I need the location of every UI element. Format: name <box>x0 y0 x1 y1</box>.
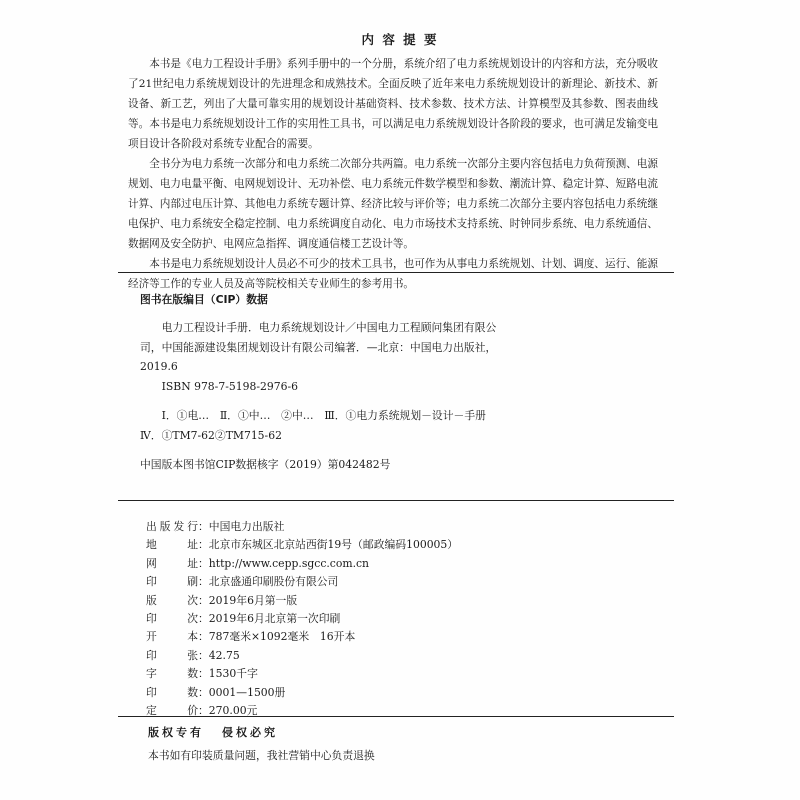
pub-value: http://www.cepp.sgcc.com.cn <box>208 556 370 570</box>
cip-entry: 电力工程设计手册．电力系统规划设计／中国电力工程顾问集团有限公司，中国能源建设集团规划设计有限公司编著．—北京：中国电力出版社，2019.6 <box>140 321 497 373</box>
pub-row-website: 网址 ： http://www.cepp.sgcc.com.cn <box>146 555 458 573</box>
pub-label: 出版发行 <box>146 520 198 533</box>
pub-label: 版次 <box>146 593 198 607</box>
abstract-body <box>128 54 658 294</box>
pub-label: 印刷 <box>146 575 198 589</box>
pub-label: 定价 <box>146 704 198 718</box>
pub-row-printrun: 印数 ： 0001—1500册 <box>146 684 458 702</box>
pub-value: 北京盛通印刷股份有限公司 <box>208 575 339 589</box>
pub-value: 中国电力出版社 <box>208 520 285 533</box>
pub-value: 0001—1500册 <box>208 685 286 699</box>
return-policy-note: 本书如有印装质量问题，我社营销中心负责退换 <box>148 749 375 762</box>
abstract-title: 内 容 提 要 <box>361 32 439 47</box>
publication-info <box>146 518 458 720</box>
pub-row-edition: 版次 ： 2019年6月第一版 <box>146 592 458 610</box>
copyright-heading <box>148 724 296 740</box>
pub-row-impression: 印次 ： 2019年6月北京第一次印刷 <box>146 610 458 628</box>
abstract-paragraph: 全书分为电力系统一次部分和电力系统二次部分共两篇。电力系统一次部分主要内容包括电力负荷预测、电源规划、电力电量平衡、电网规划设计、无功补偿、电力系统元件数学模型和参数、潮流计算、稳定计算、短路电流计算、内部过电压计算、其他电力系统专题计算、经济比较与评价等；电力系统二次部分主要内容包括电力系统继电保护、电力系统安全稳定控制、电力系统调度自动化、电力市场技术支持系统、时钟同步系统、电力系统通信、数据网及安全防护、电网应急指挥、调度通信楼工艺设计等。 <box>128 158 658 250</box>
cip-block <box>140 318 500 475</box>
pub-label: 印数 <box>146 685 198 699</box>
divider-top <box>118 272 674 273</box>
pub-row-publisher: 出版发行 ： 中国电力出版社 <box>146 518 458 536</box>
pub-row-price: 定价 ： 270.00元 <box>146 702 458 720</box>
pub-value: 42.75 <box>208 648 240 662</box>
cip-heading: 图书在版编目（CIP）数据 <box>140 293 268 306</box>
pub-value: 1530千字 <box>208 667 258 681</box>
pub-row-address: 地址 ： 北京市东城区北京站西街19号（邮政编码100005） <box>146 536 458 554</box>
pub-label: 印张 <box>146 648 198 662</box>
abstract-paragraph: 本书是《电力工程设计手册》系列手册中的一个分册，系统介绍了电力系统规划设计的内容和方法，充分吸收了21世纪电力系统规划设计的先进理念和成熟技术。全面反映了近年来电力系统规划设计的新理论、新技术、新设备、新工艺，列出了大量可靠实用的规划设计基础资料、技术参数、技术方法、计算模型及其参数、图表曲线等。本书是电力系统规划设计工作的实用性工具书，可以满足电力系统规划设计各阶段的要求，也可满足发输变电项目设计各阶段对系统专业配合的需要。 <box>128 58 658 150</box>
abstract-paragraph: 本书是电力系统规划设计人员必不可少的技术工具书，也可作为从事电力系统规划、计划、调度、运行、能源经济等工作的专业人员及高等院校相关专业师生的参考用书。 <box>128 258 658 290</box>
infringement-notice: 侵权必究 <box>222 726 278 739</box>
pub-value: 2019年6月北京第一次印刷 <box>208 612 341 626</box>
pub-row-sheets: 印张 ： 42.75 <box>146 647 458 665</box>
copyright-reserved: 版权专有 <box>148 726 204 739</box>
divider-bottom <box>118 716 674 717</box>
pub-value: 北京市东城区北京站西街19号（邮政编码100005） <box>208 538 459 552</box>
pub-label: 印次 <box>146 612 198 626</box>
pub-label: 地址 <box>146 538 198 552</box>
pub-row-wordcount: 字数 ： 1530千字 <box>146 665 458 683</box>
pub-value: 270.00元 <box>208 704 258 718</box>
divider-middle <box>118 500 674 501</box>
cip-record: 中国版本图书馆CIP数据核字（2019）第042482号 <box>140 458 391 471</box>
pub-row-format: 开本 ： 787毫米×1092毫米 16开本 <box>146 628 458 646</box>
pub-row-printer: 印刷 ： 北京盛通印刷股份有限公司 <box>146 573 458 591</box>
pub-value: 787毫米×1092毫米 16开本 <box>208 630 356 644</box>
pub-label: 网址 <box>146 556 198 570</box>
cip-classification: Ⅰ．①电… Ⅱ．①中… ②中… Ⅲ．①电力系统规划－设计－手册 Ⅳ．①TM7-62②TM715-62 <box>140 409 497 442</box>
pub-value: 2019年6月第一版 <box>208 593 298 607</box>
cip-isbn: ISBN 978-7-5198-2976-6 <box>161 379 298 393</box>
pub-label: 开本 <box>146 630 198 644</box>
pub-label: 字数 <box>146 667 198 681</box>
